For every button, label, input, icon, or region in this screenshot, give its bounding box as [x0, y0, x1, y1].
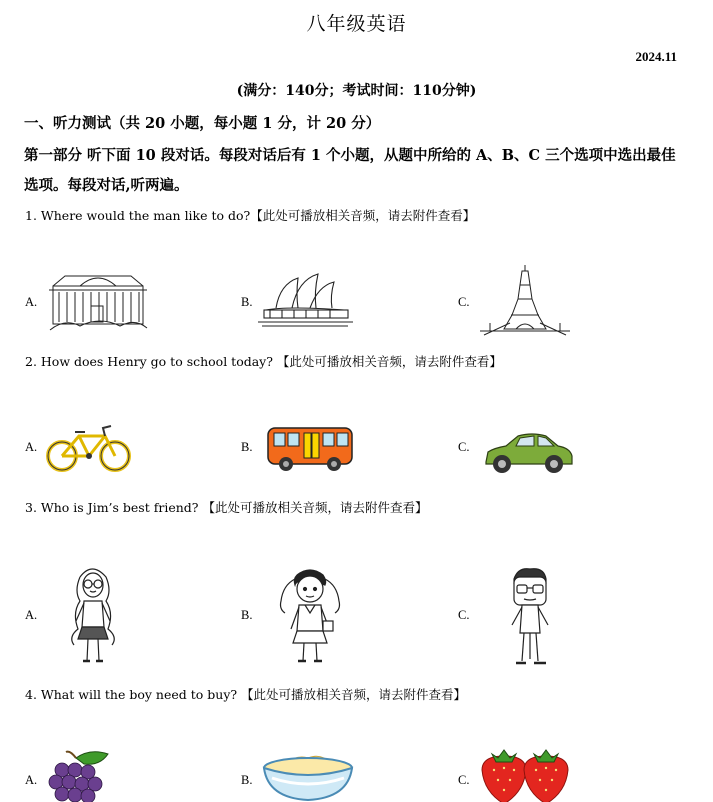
sydney-opera-house-icon	[258, 272, 353, 328]
option-4b-label: B.	[241, 773, 253, 787]
question-3: 3. Who is Jim’s best friend? 【此处可播放相关音频，请去附件查看】	[25, 500, 428, 515]
option-1b-label: B.	[241, 295, 253, 309]
question-4: 4. What will the boy need to buy? 【此处可播放相关音频，请去附件查看】	[25, 687, 467, 702]
option-3c-label: C.	[458, 608, 470, 622]
option-1c-label: C.	[458, 295, 470, 309]
exam-date: 2024.11	[635, 49, 677, 64]
option-3a-label: A.	[25, 608, 38, 622]
pudding-bowl-icon	[262, 748, 354, 802]
option-2b-label: B.	[241, 440, 253, 454]
option-2c-label: C.	[458, 440, 470, 454]
eiffel-tower-icon	[480, 265, 570, 337]
question-2: 2. How does Henry go to school today? 【此处可播放相关音频，请去附件查看】	[25, 354, 502, 369]
strawberries-icon	[478, 748, 574, 802]
exam-info: (满分：140分；考试时间：110分钟)	[236, 83, 477, 99]
white-house-icon	[45, 268, 150, 334]
part-instruction: 第一部分 听下面 10 段对话。每段对话后有 1 个小题，从题中所给的 A、B、C 三个选项中选出最佳选项。每段对话,听两遍。	[24, 147, 676, 194]
option-1a-label: A.	[25, 295, 38, 309]
option-4a-label: A.	[25, 773, 38, 787]
option-3b-label: B.	[241, 608, 253, 622]
boy-with-glasses-icon	[504, 567, 556, 667]
section-heading: 一、听力测试（共 20 小题，每小题 1 分，计 20 分）	[24, 115, 381, 132]
grapes-icon	[46, 748, 112, 802]
car-icon	[482, 430, 574, 476]
question-1: 1. Where would the man like to do?【此处可播放相关音频，请去附件查看】	[25, 208, 476, 223]
bicycle-icon	[45, 422, 133, 474]
option-2a-label: A.	[25, 440, 38, 454]
girl-with-pigtails-icon	[275, 567, 345, 665]
page-title: 八年级英语	[306, 13, 407, 35]
option-4c-label: C.	[458, 773, 470, 787]
girl-with-glasses-icon	[62, 563, 124, 665]
bus-icon	[266, 424, 354, 474]
